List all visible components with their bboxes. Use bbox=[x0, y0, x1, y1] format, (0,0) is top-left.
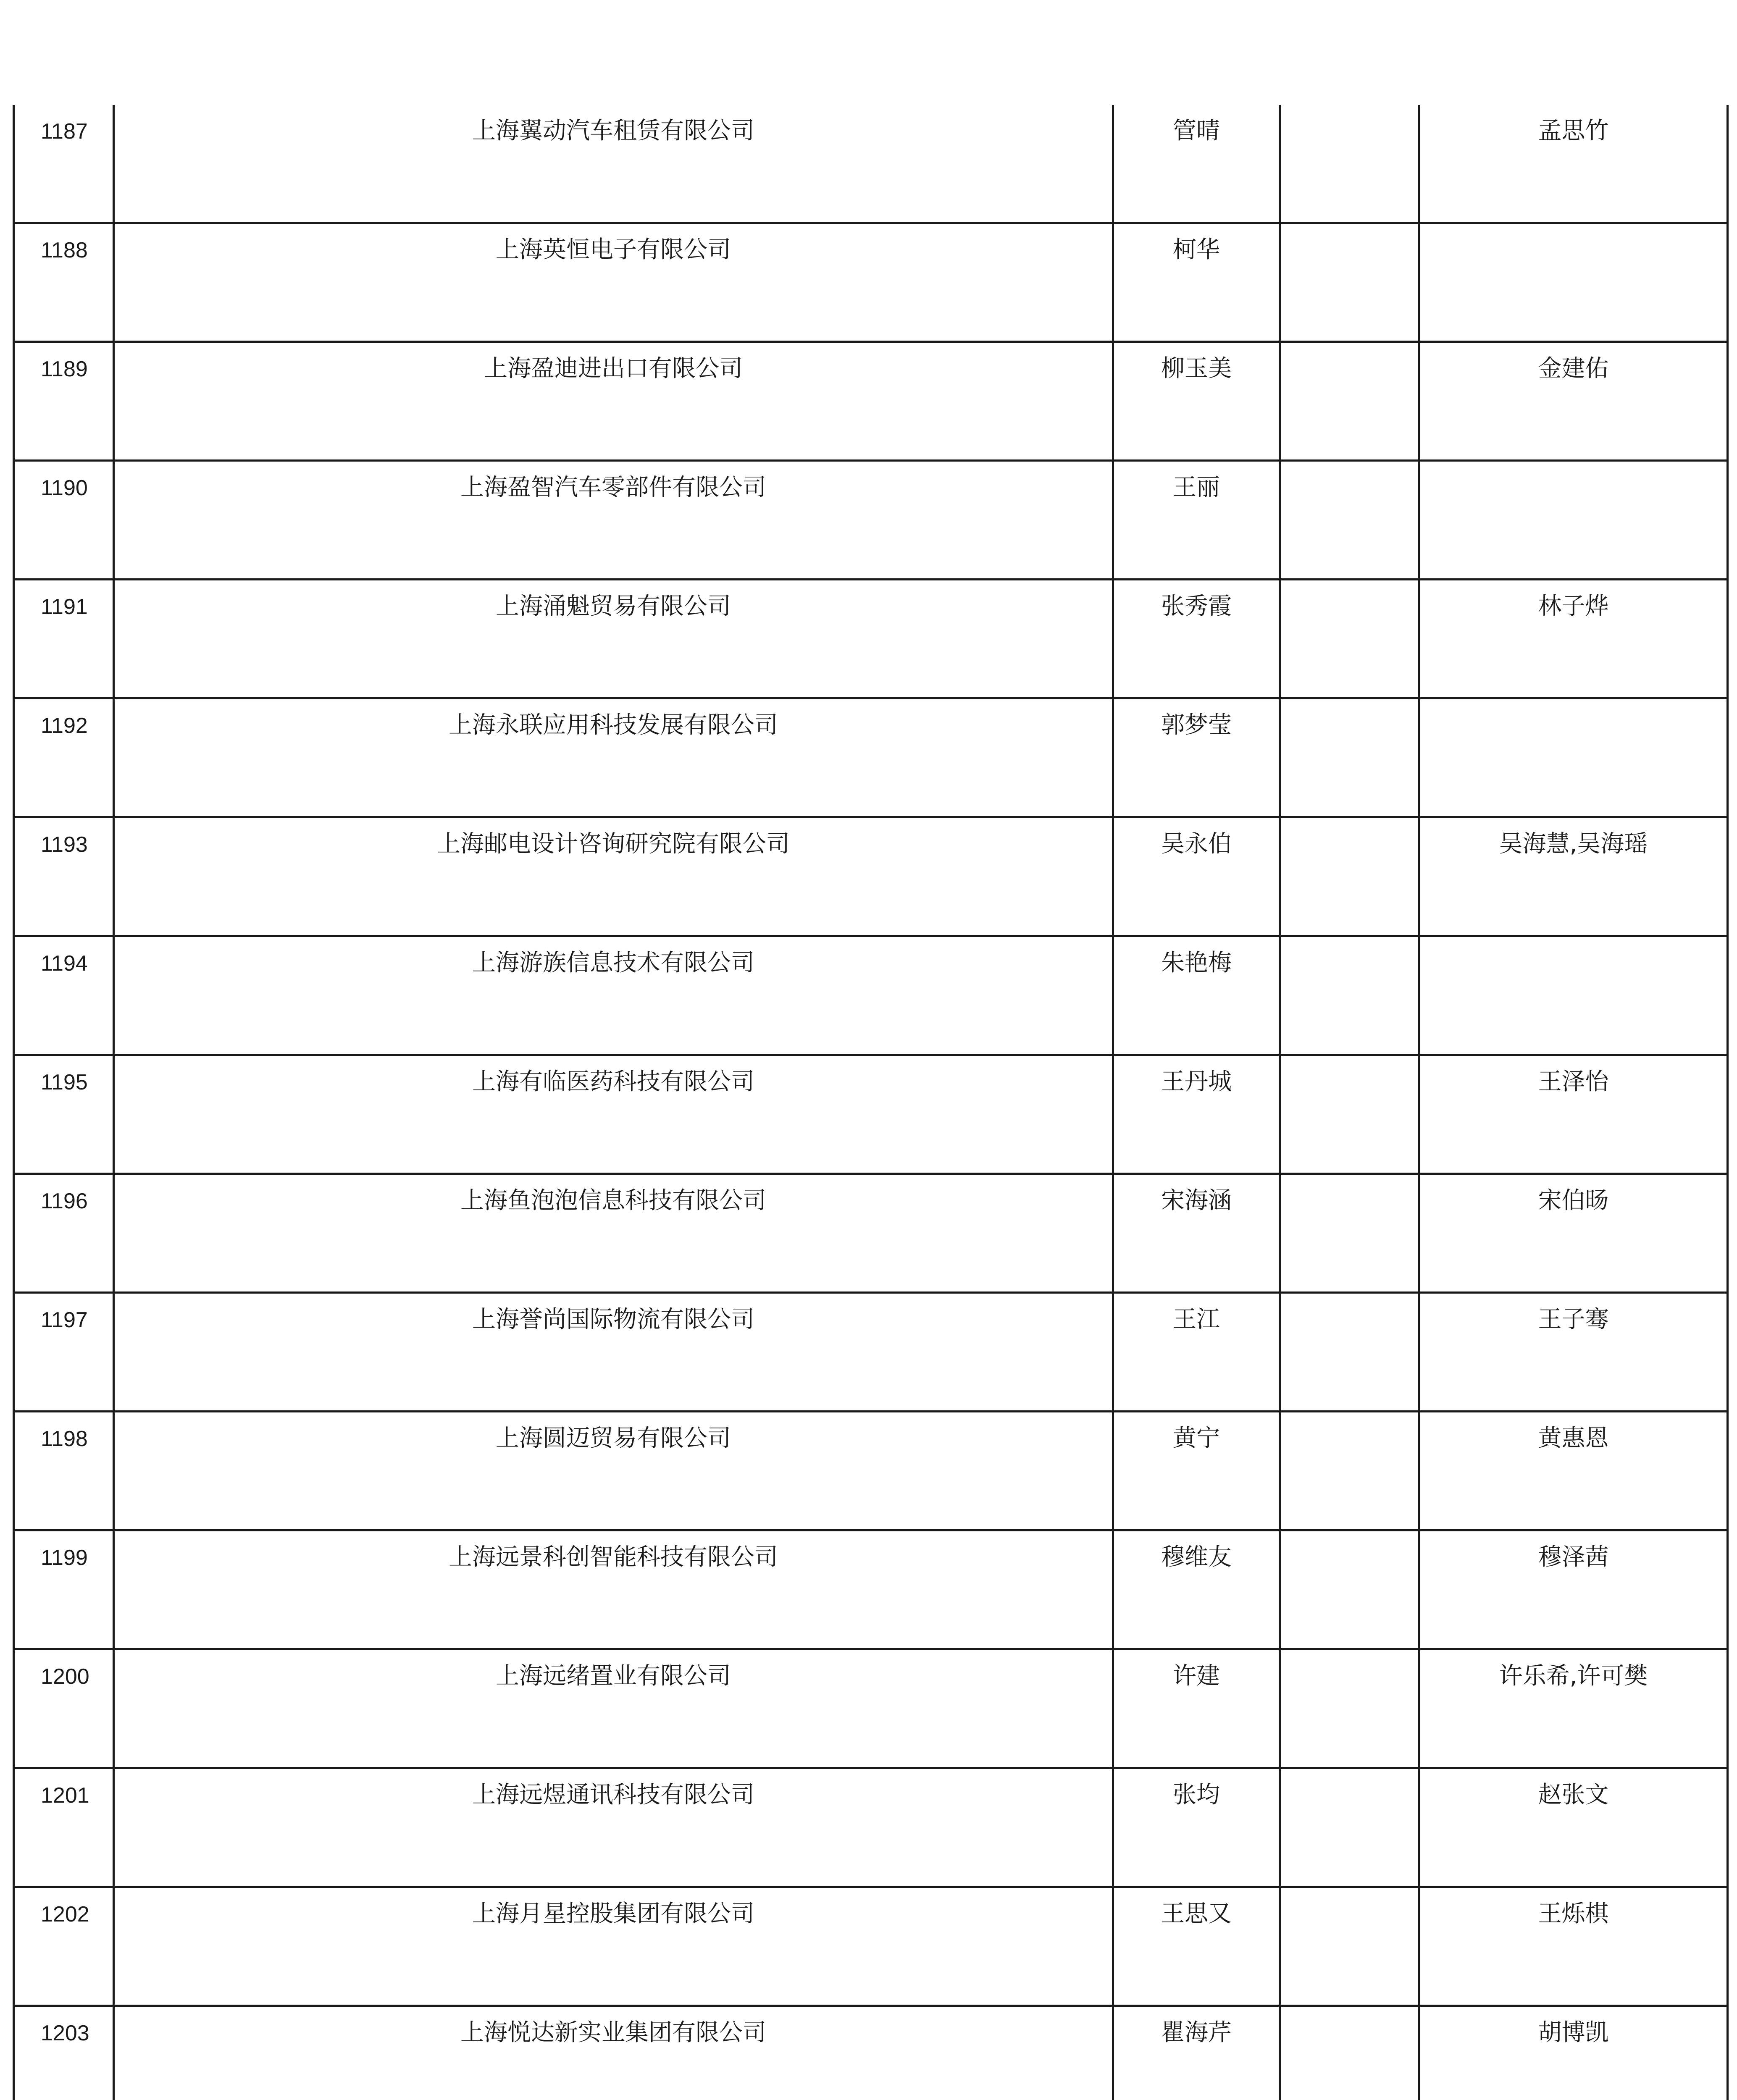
employee-name-cell: 穆维友 bbox=[1113, 1530, 1280, 1649]
empty-cell bbox=[1280, 817, 1419, 936]
child-name-cell bbox=[1419, 698, 1728, 817]
row-number-cell: 1187 bbox=[14, 105, 114, 223]
table-row bbox=[14, 1887, 1728, 2006]
table-row bbox=[14, 1530, 1728, 1649]
child-name-cell: 王泽怡 bbox=[1419, 1055, 1728, 1174]
employee-name-cell: 朱艳梅 bbox=[1113, 936, 1280, 1055]
table-row bbox=[14, 223, 1728, 342]
company-name-cell: 上海远绪置业有限公司 bbox=[114, 1649, 1113, 1768]
row-number-cell: 1191 bbox=[14, 580, 114, 698]
company-name-cell: 上海永联应用科技发展有限公司 bbox=[114, 698, 1113, 817]
employee-name-cell: 张秀霞 bbox=[1113, 580, 1280, 698]
row-number-cell: 1194 bbox=[14, 936, 114, 1055]
company-name-cell: 上海有临医药科技有限公司 bbox=[114, 1055, 1113, 1174]
employee-name-cell: 王丹城 bbox=[1113, 1055, 1280, 1174]
company-name-cell: 上海翼动汽车租赁有限公司 bbox=[114, 105, 1113, 223]
employee-name-cell: 郭梦莹 bbox=[1113, 698, 1280, 817]
empty-cell bbox=[1280, 1768, 1419, 1887]
company-name-cell: 上海远煜通讯科技有限公司 bbox=[114, 1768, 1113, 1887]
row-number-cell: 1190 bbox=[14, 461, 114, 580]
child-name-cell bbox=[1419, 936, 1728, 1055]
table-row bbox=[14, 1649, 1728, 1768]
table-row bbox=[14, 461, 1728, 580]
empty-cell bbox=[1280, 1412, 1419, 1530]
child-name-cell: 王烁棋 bbox=[1419, 1887, 1728, 2006]
empty-cell bbox=[1280, 2006, 1419, 2100]
row-number-cell: 1189 bbox=[14, 342, 114, 461]
company-name-cell: 上海盈迪进出口有限公司 bbox=[114, 342, 1113, 461]
empty-cell bbox=[1280, 223, 1419, 342]
table-row bbox=[14, 936, 1728, 1055]
company-name-cell: 上海誉尚国际物流有限公司 bbox=[114, 1293, 1113, 1412]
child-name-cell bbox=[1419, 461, 1728, 580]
empty-cell bbox=[1280, 1887, 1419, 2006]
empty-cell bbox=[1280, 698, 1419, 817]
child-name-cell: 宋伯旸 bbox=[1419, 1174, 1728, 1293]
employee-name-cell: 柳玉美 bbox=[1113, 342, 1280, 461]
child-name-cell: 赵张文 bbox=[1419, 1768, 1728, 1887]
empty-cell bbox=[1280, 1530, 1419, 1649]
empty-cell bbox=[1280, 461, 1419, 580]
row-number-cell: 1200 bbox=[14, 1649, 114, 1768]
row-number-cell: 1195 bbox=[14, 1055, 114, 1174]
empty-cell bbox=[1280, 580, 1419, 698]
table-row bbox=[14, 342, 1728, 461]
child-name-cell: 王子骞 bbox=[1419, 1293, 1728, 1412]
company-name-cell: 上海悦达新实业集团有限公司 bbox=[114, 2006, 1113, 2100]
company-name-cell: 上海鱼泡泡信息科技有限公司 bbox=[114, 1174, 1113, 1293]
row-number-cell: 1199 bbox=[14, 1530, 114, 1649]
employee-name-cell: 吴永伯 bbox=[1113, 817, 1280, 936]
child-name-cell bbox=[1419, 223, 1728, 342]
company-name-cell: 上海圆迈贸易有限公司 bbox=[114, 1412, 1113, 1530]
table-row bbox=[14, 817, 1728, 936]
child-name-cell: 吴海慧,吴海瑶 bbox=[1419, 817, 1728, 936]
row-number-cell: 1188 bbox=[14, 223, 114, 342]
table-row bbox=[14, 1055, 1728, 1174]
company-name-cell: 上海邮电设计咨询研究院有限公司 bbox=[114, 817, 1113, 936]
table-row bbox=[14, 580, 1728, 698]
company-name-cell: 上海盈智汽车零部件有限公司 bbox=[114, 461, 1113, 580]
employee-name-cell: 黄宁 bbox=[1113, 1412, 1280, 1530]
row-number-cell: 1203 bbox=[14, 2006, 114, 2100]
table-row bbox=[14, 1293, 1728, 1412]
empty-cell bbox=[1280, 1649, 1419, 1768]
child-name-cell: 金建佑 bbox=[1419, 342, 1728, 461]
employee-name-cell: 许建 bbox=[1113, 1649, 1280, 1768]
child-name-cell: 胡博凯 bbox=[1419, 2006, 1728, 2100]
empty-cell bbox=[1280, 342, 1419, 461]
employee-name-cell: 王江 bbox=[1113, 1293, 1280, 1412]
row-number-cell: 1196 bbox=[14, 1174, 114, 1293]
child-name-cell: 许乐希,许可樊 bbox=[1419, 1649, 1728, 1768]
row-number-cell: 1192 bbox=[14, 698, 114, 817]
table-row bbox=[14, 698, 1728, 817]
child-name-cell: 林子烨 bbox=[1419, 580, 1728, 698]
employee-name-cell: 王丽 bbox=[1113, 461, 1280, 580]
empty-cell bbox=[1280, 1055, 1419, 1174]
employee-name-cell: 管晴 bbox=[1113, 105, 1280, 223]
company-name-cell: 上海游族信息技术有限公司 bbox=[114, 936, 1113, 1055]
row-number-cell: 1193 bbox=[14, 817, 114, 936]
child-name-cell: 黄惠恩 bbox=[1419, 1412, 1728, 1530]
employee-name-cell: 瞿海芹 bbox=[1113, 2006, 1280, 2100]
company-name-cell: 上海远景科创智能科技有限公司 bbox=[114, 1530, 1113, 1649]
table-row bbox=[14, 105, 1728, 223]
table-row bbox=[14, 2006, 1728, 2100]
employee-name-cell: 王思又 bbox=[1113, 1887, 1280, 2006]
table-row bbox=[14, 1174, 1728, 1293]
roster-table-body bbox=[14, 105, 1728, 2100]
empty-cell bbox=[1280, 105, 1419, 223]
row-number-cell: 1198 bbox=[14, 1412, 114, 1530]
row-number-cell: 1201 bbox=[14, 1768, 114, 1887]
employee-name-cell: 柯华 bbox=[1113, 223, 1280, 342]
empty-cell bbox=[1280, 1293, 1419, 1412]
employee-name-cell: 张均 bbox=[1113, 1768, 1280, 1887]
empty-cell bbox=[1280, 1174, 1419, 1293]
child-name-cell: 孟思竹 bbox=[1419, 105, 1728, 223]
company-name-cell: 上海英恒电子有限公司 bbox=[114, 223, 1113, 342]
row-number-cell: 1202 bbox=[14, 1887, 114, 2006]
employee-name-cell: 宋海涵 bbox=[1113, 1174, 1280, 1293]
table-row bbox=[14, 1412, 1728, 1530]
table-row bbox=[14, 1768, 1728, 1887]
child-name-cell: 穆泽茜 bbox=[1419, 1530, 1728, 1649]
company-name-cell: 上海月星控股集团有限公司 bbox=[114, 1887, 1113, 2006]
row-number-cell: 1197 bbox=[14, 1293, 114, 1412]
empty-cell bbox=[1280, 936, 1419, 1055]
roster-table bbox=[13, 105, 1729, 2100]
company-name-cell: 上海涌魁贸易有限公司 bbox=[114, 580, 1113, 698]
